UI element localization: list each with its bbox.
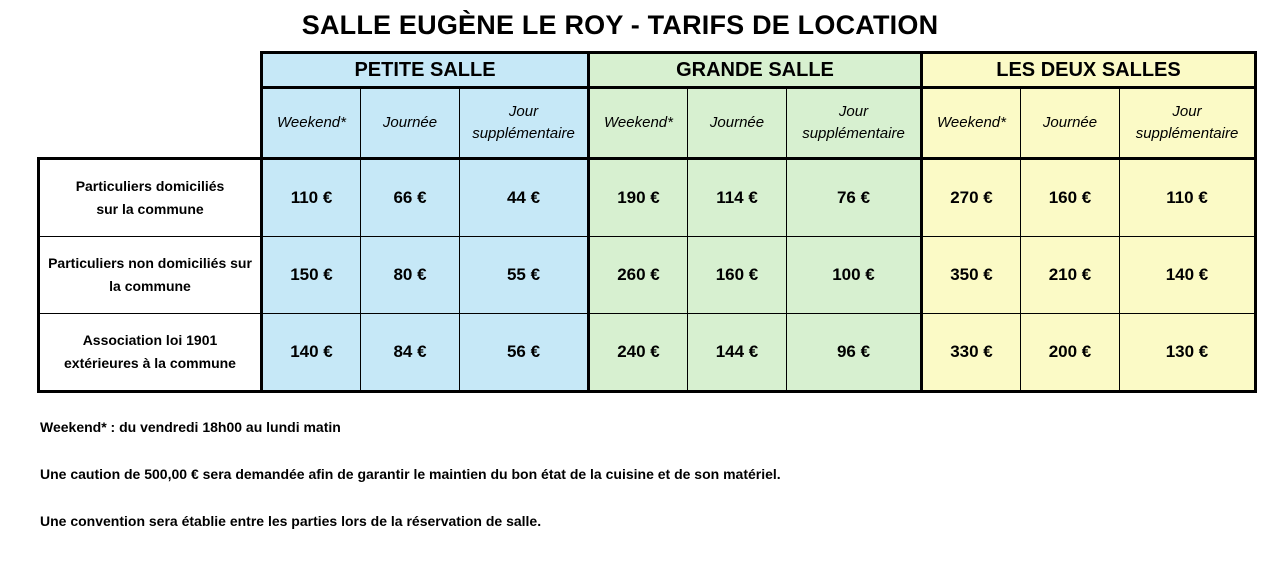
- price-cell: 76 €: [787, 159, 922, 237]
- price-cell: 150 €: [262, 237, 361, 314]
- notes-section: [40, 418, 781, 559]
- price-cell: 114 €: [688, 159, 787, 237]
- price-cell: 210 €: [1021, 237, 1120, 314]
- table-row: [39, 237, 1256, 314]
- subheader-jour-supplementaire: Jour supplémentaire: [460, 88, 589, 159]
- row-label-association: Association loi 1901 extérieures à la commune: [39, 314, 262, 392]
- pricing-table: [37, 51, 1257, 393]
- subheader-journee: Journée: [361, 88, 460, 159]
- price-cell: 260 €: [589, 237, 688, 314]
- group-header-deux-salles: LES DEUX SALLES: [922, 53, 1256, 88]
- price-cell: 140 €: [262, 314, 361, 392]
- price-cell: 96 €: [787, 314, 922, 392]
- price-cell: 270 €: [922, 159, 1021, 237]
- price-cell: 160 €: [688, 237, 787, 314]
- table-row: [39, 159, 1256, 237]
- price-cell: 100 €: [787, 237, 922, 314]
- price-cell: 110 €: [262, 159, 361, 237]
- price-cell: 55 €: [460, 237, 589, 314]
- price-cell: 44 €: [460, 159, 589, 237]
- price-cell: 160 €: [1021, 159, 1120, 237]
- subheader-weekend: Weekend*: [589, 88, 688, 159]
- subheader-journee: Journée: [688, 88, 787, 159]
- page-title: SALLE EUGÈNE LE ROY - TARIFS DE LOCATION: [301, 10, 939, 40]
- price-cell: 190 €: [589, 159, 688, 237]
- price-cell: 84 €: [361, 314, 460, 392]
- group-header-petite-salle: PETITE SALLE: [262, 53, 589, 88]
- table-corner-sub: [39, 88, 262, 159]
- subheader-weekend: Weekend*: [262, 88, 361, 159]
- price-cell: 66 €: [361, 159, 460, 237]
- note-weekend: Weekend* : du vendredi 18h00 au lundi matin: [40, 419, 341, 435]
- subheader-weekend: Weekend*: [922, 88, 1021, 159]
- subheader-jour-supplementaire: Jour supplémentaire: [787, 88, 922, 159]
- note-caution: Une caution de 500,00 € sera demandée afin de garantir le maintien du bon état de la cuisine et de son matériel.: [40, 466, 781, 482]
- subheader-journee: Journée: [1021, 88, 1120, 159]
- price-cell: 140 €: [1120, 237, 1256, 314]
- price-cell: 130 €: [1120, 314, 1256, 392]
- price-cell: 80 €: [361, 237, 460, 314]
- price-cell: 144 €: [688, 314, 787, 392]
- price-cell: 56 €: [460, 314, 589, 392]
- row-label-particuliers-domicilies: Particuliers domiciliés sur la commune: [39, 159, 262, 237]
- price-cell: 200 €: [1021, 314, 1120, 392]
- price-cell: 240 €: [589, 314, 688, 392]
- table-row: [39, 314, 1256, 392]
- subheader-jour-supplementaire: Jour supplémentaire: [1120, 88, 1256, 159]
- price-cell: 330 €: [922, 314, 1021, 392]
- group-header-grande-salle: GRANDE SALLE: [589, 53, 922, 88]
- table-corner: [39, 53, 262, 88]
- note-convention: Une convention sera établie entre les parties lors de la réservation de salle.: [40, 513, 542, 529]
- row-label-particuliers-non-domicilies: Particuliers non domiciliés sur la commune: [39, 237, 262, 314]
- price-cell: 350 €: [922, 237, 1021, 314]
- price-cell: 110 €: [1120, 159, 1256, 237]
